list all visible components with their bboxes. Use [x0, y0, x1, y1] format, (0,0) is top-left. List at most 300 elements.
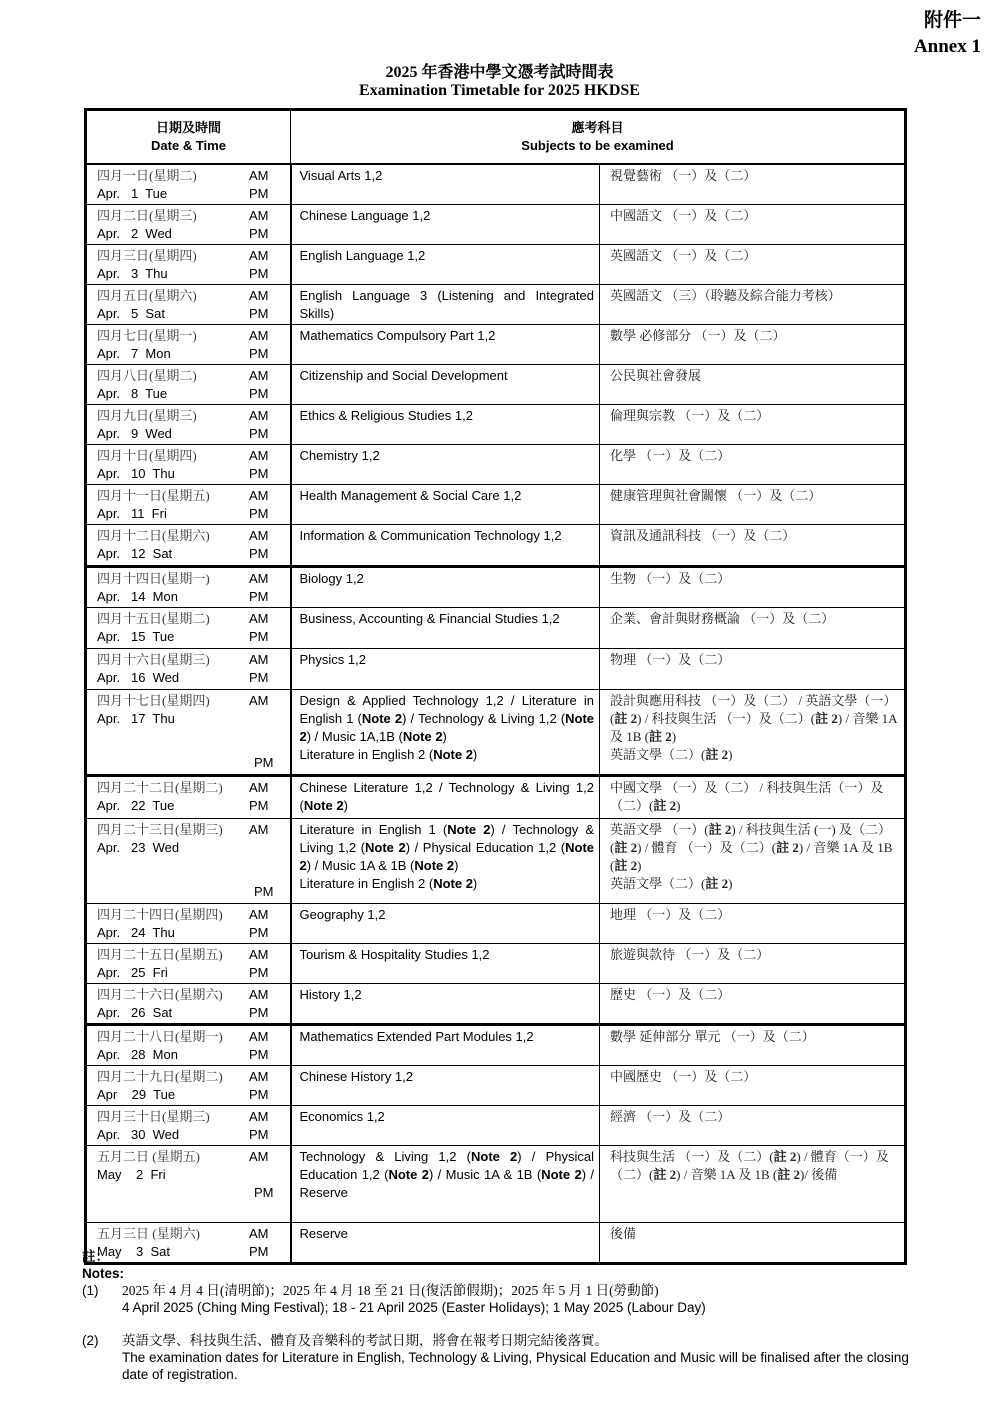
date-cell [86, 325, 291, 365]
note-ref: 註 2 [776, 840, 799, 855]
subject-zh: 英國語文 （三）（聆聽及綜合能力考核） [610, 288, 841, 303]
session-pm: PM [249, 386, 269, 401]
note-ref: 註 2 [653, 798, 677, 813]
table-row [86, 164, 906, 205]
date-cell [86, 1146, 291, 1223]
subject-en: Business, Accounting & Financial Studies 1,2 [299, 611, 560, 626]
date-cell [86, 819, 291, 904]
table-row [86, 405, 906, 445]
session-pm: PM [249, 1087, 269, 1102]
date-en: Apr. 24 Thu [97, 925, 175, 940]
date-en: Apr. 22 Tue [97, 798, 175, 813]
date-cell [86, 485, 291, 525]
header-subj-zh: 應考科目 [571, 120, 624, 135]
session-am: AM [249, 368, 269, 383]
subject-cell [291, 485, 600, 525]
subject-zh: ) / 體育（一）及（二）( [610, 1149, 889, 1182]
subject-zh-pm-line [610, 875, 899, 893]
subject-en: English Language 1,2 [299, 248, 426, 263]
session-am: AM [249, 987, 269, 1002]
session-pm: PM [249, 1244, 269, 1259]
subject-cell [291, 776, 600, 819]
subject-en: Reserve [299, 1226, 348, 1241]
date-cell [86, 608, 291, 649]
date-cell [86, 525, 291, 567]
subject-zh: 健康管理與社會關懷 （一）及（二） [610, 488, 822, 503]
subject-en: Technology & Living 1,2 ( [299, 1149, 471, 1164]
session-pm: PM [249, 546, 269, 561]
note-ref: 註 2 [653, 1167, 677, 1182]
subject-cell [291, 649, 600, 690]
subject-cell [291, 1146, 600, 1223]
header-date-en: Date & Time [151, 138, 226, 153]
session-pm: PM [249, 186, 269, 201]
subject-cell [291, 405, 600, 445]
session-pm: PM [249, 798, 269, 813]
date-zh: 四月十五日(星期二) [97, 611, 210, 626]
note-2-number: (2) [82, 1333, 99, 1348]
subject-en: Geography 1,2 [299, 907, 386, 922]
table-row [86, 819, 906, 904]
subject-en: Design & Applied Technology 1,2 / Literature in English 1 ( [299, 693, 594, 726]
session-pm: PM [249, 306, 269, 321]
subject-zh-cell [600, 245, 906, 285]
subject-zh: 數學 必修部分 （一）及（二） [610, 328, 786, 343]
table-row [86, 205, 906, 245]
subject-en: ) [343, 798, 348, 813]
date-en: Apr. 15 Tue [97, 629, 175, 644]
note-1-number: (1) [82, 1283, 99, 1298]
note-2-en: The examination dates for Literature in English, Technology & Living, Physical Education and Music will be finalised after the closing date of registration. [122, 1350, 909, 1382]
subject-zh-cell [600, 649, 906, 690]
subject-zh: 設計與應用科技 （一）及（二） / 英語文學（一）( [610, 693, 897, 726]
subject-cell [291, 904, 600, 944]
date-zh: 四月二日(星期三) [97, 208, 197, 223]
session-pm: PM [249, 266, 269, 281]
subject-zh-cell [600, 325, 906, 365]
date-zh: 四月十六日(星期三) [97, 652, 210, 667]
table-row [86, 445, 906, 485]
date-en: Apr. 26 Sat [97, 1005, 173, 1020]
date-cell [86, 245, 291, 285]
date-cell [86, 445, 291, 485]
note-ref: 註 2 [614, 858, 638, 873]
note-ref: 註 2 [614, 711, 638, 726]
subject-en: ) / Technology & Living 1,2 ( [402, 711, 566, 726]
timetable [84, 108, 907, 1265]
subject-zh-cell [600, 1106, 906, 1146]
note-ref: Note 2 [433, 747, 473, 762]
session-pm: PM [249, 589, 269, 604]
table-row [86, 567, 906, 608]
subject-zh-cell [600, 525, 906, 567]
subject-zh: ) [676, 798, 681, 813]
date-cell [86, 776, 291, 819]
subject-zh: ) [728, 747, 733, 762]
subject-en: ) / Music 1A & 1B ( [428, 1167, 542, 1182]
subject-cell [291, 819, 600, 904]
note-ref: Note 2 [414, 858, 455, 873]
note-ref: Note 2 [447, 822, 491, 837]
date-zh: 四月二十四日(星期四) [97, 907, 223, 922]
date-en: Apr. 25 Fri [97, 965, 168, 980]
date-cell [86, 405, 291, 445]
subject-en: Chemistry 1,2 [299, 448, 380, 463]
session-am: AM [249, 248, 269, 263]
date-zh: 四月二十二日(星期二) [97, 780, 223, 795]
date-cell [86, 365, 291, 405]
subject-en: ) [472, 876, 478, 891]
note-1 [82, 1282, 912, 1316]
subject-en: ) [442, 729, 447, 744]
date-zh: 四月十四日(星期一) [97, 571, 210, 586]
date-zh: 四月七日(星期一) [97, 328, 197, 343]
table-row [86, 1146, 906, 1223]
note-ref: Note 2 [303, 798, 344, 813]
subject-zh: 中國語文 （一）及（二） [610, 208, 757, 223]
subject-en: Mathematics Extended Part Modules 1,2 [299, 1029, 534, 1044]
notes-heading-zh: 註： [82, 1249, 109, 1264]
subject-zh: 倫理與宗教 （一）及（二） [610, 408, 770, 423]
subject-en: Literature in English 2 ( [299, 747, 434, 762]
note-ref: 註 2 [708, 822, 732, 837]
subject-en: Chinese Literature 1,2 / Technology & Living 1,2 ( [299, 780, 594, 813]
subject-en: Chinese History 1,2 [299, 1069, 413, 1084]
subject-cell [291, 525, 600, 567]
session-am: AM [249, 208, 269, 223]
subject-zh-cell [600, 445, 906, 485]
date-cell [86, 1106, 291, 1146]
subject-zh-pm-line [610, 746, 899, 764]
date-cell [86, 567, 291, 608]
note-1-zh: 2025 年 4 月 4 日(清明節)；2025 年 4 月 18 至 21 日(復活節假期)；2025 年 5 月 1 日(勞動節) [122, 1283, 659, 1298]
note-ref: 註 2 [614, 840, 638, 855]
subject-cell [291, 1025, 600, 1066]
note-ref: 註 2 [705, 747, 729, 762]
subject-zh-cell [600, 819, 906, 904]
date-cell [86, 205, 291, 245]
subject-zh: ) / 體育 （一）及（二）( [637, 840, 777, 855]
table-row [86, 608, 906, 649]
note-ref: Note 2 [388, 1167, 429, 1182]
date-en: Apr. 10 Thu [97, 466, 175, 481]
note-ref: 註 2 [773, 1149, 797, 1164]
note-ref: Note 2 [471, 1149, 518, 1164]
session-am: AM [249, 488, 269, 503]
subject-zh-cell [600, 690, 906, 776]
title-en: Examination Timetable for 2025 HKDSE [359, 82, 640, 99]
subject-zh-cell [600, 205, 906, 245]
date-en: Apr. 1 Tue [97, 186, 168, 201]
subject-zh: ) / 科技與生活 (一) 及（二）( [610, 822, 891, 855]
date-en: Apr. 2 Wed [97, 226, 172, 241]
date-zh: 四月十二日(星期六) [97, 528, 210, 543]
subject-en: ) / Technology & Living 1,2 ( [299, 822, 594, 855]
subject-zh-cell [600, 608, 906, 649]
subject-pm-line [300, 875, 595, 893]
date-en: Apr. 3 Thu [97, 266, 168, 281]
date-cell [86, 285, 291, 325]
note-ref: 註 2 [705, 876, 729, 891]
subject-pm-line [300, 746, 595, 764]
subject-cell [291, 984, 600, 1025]
note-ref: 註 2 [777, 1167, 800, 1182]
table-row [86, 1025, 906, 1066]
note-ref: Note 2 [365, 840, 406, 855]
subject-en: English Language 3 (Listening and Integrated Skills) [299, 288, 594, 321]
session-am: AM [249, 611, 269, 626]
header-subj-en: Subjects to be examined [521, 138, 674, 153]
subject-zh: ) / 科技與生活 （一）及（二）( [637, 711, 816, 726]
session-am: AM [249, 1069, 269, 1084]
note-ref: 註 2 [815, 711, 838, 726]
subject-zh-cell [600, 1146, 906, 1223]
date-en: Apr. 30 Wed [97, 1127, 180, 1142]
subject-zh: 物理 （一）及（二） [610, 652, 731, 667]
date-zh: 四月三日(星期四) [97, 248, 197, 263]
date-zh: 四月十一日(星期五) [97, 488, 210, 503]
date-zh: 五月二日 (星期五) [97, 1149, 200, 1164]
subject-zh-cell [600, 776, 906, 819]
table-row [86, 1066, 906, 1106]
session-pm: PM [249, 965, 269, 980]
session-pm: PM [249, 670, 269, 685]
session-pm: PM [249, 226, 269, 241]
subject-zh: ) / 音樂 1A 及 1B ( [610, 711, 897, 744]
session-am: AM [249, 1109, 269, 1124]
session-pm: PM [254, 1185, 274, 1200]
session-am: AM [249, 528, 269, 543]
subject-zh: 中國歷史 （一）及（二） [610, 1069, 757, 1084]
subject-en: ) [454, 858, 459, 873]
subject-en: Tourism & Hospitality Studies 1,2 [299, 947, 490, 962]
table-row [86, 365, 906, 405]
date-cell [86, 690, 291, 776]
subject-zh: 英語文學（二）( [610, 876, 706, 891]
session-am: AM [249, 288, 269, 303]
session-pm: PM [249, 1005, 269, 1020]
session-pm: PM [254, 884, 274, 899]
date-cell [86, 984, 291, 1025]
date-zh: 四月二十八日(星期一) [97, 1029, 223, 1044]
subject-zh: 資訊及通訊科技 （一）及（二） [610, 528, 796, 543]
subject-zh: 數學 延伸部分 單元 （一）及（二） [610, 1029, 815, 1044]
note-2 [82, 1332, 912, 1383]
notes-heading-en: Notes: [82, 1266, 125, 1281]
page-title [0, 64, 999, 100]
subject-en: Ethics & Religious Studies 1,2 [299, 408, 473, 423]
table-row [86, 245, 906, 285]
date-zh: 四月三十日(星期三) [97, 1109, 210, 1124]
subject-en: Physics 1,2 [299, 652, 366, 667]
date-zh: 四月二十三日(星期三) [97, 822, 223, 837]
session-pm: PM [254, 755, 274, 770]
subject-en: History 1,2 [299, 987, 362, 1002]
subject-en: Information & Communication Technology 1,2 [299, 528, 562, 543]
subject-zh: 企業、會計與財務概論 （一）及（二） [610, 611, 835, 626]
subject-cell [291, 325, 600, 365]
date-cell [86, 1066, 291, 1106]
date-en: May 3 Sat [97, 1244, 170, 1259]
subject-zh-cell [600, 1025, 906, 1066]
date-cell [86, 1025, 291, 1066]
date-zh: 四月二十九日(星期二) [97, 1069, 223, 1084]
subject-zh: 後備 [610, 1226, 637, 1241]
subject-zh-cell [600, 944, 906, 984]
table-row [86, 944, 906, 984]
session-am: AM [249, 1029, 269, 1044]
subject-zh: 英語文學（二）( [610, 747, 706, 762]
date-en: Apr. 11 Fri [97, 506, 167, 521]
table-header [86, 110, 906, 165]
subject-zh: 英國語文 （一）及（二） [610, 248, 757, 263]
date-cell [86, 164, 291, 205]
header-subjects [291, 110, 906, 165]
subject-cell [291, 245, 600, 285]
session-am: AM [249, 780, 269, 795]
subject-cell [291, 567, 600, 608]
subject-zh: 中國文學 （一）及（二） / 科技與生活（一）及（二）( [610, 780, 884, 813]
session-pm: PM [249, 426, 269, 441]
subject-en: ) [472, 747, 478, 762]
note-ref: Note 2 [402, 729, 443, 744]
date-zh: 四月五日(星期六) [97, 288, 197, 303]
subject-zh: 經濟 （一）及（二） [610, 1109, 731, 1124]
subject-zh: ) / 音樂 1A 及 1B ( [610, 840, 893, 873]
session-pm: PM [249, 629, 269, 644]
note-ref: Note 2 [299, 711, 595, 744]
subject-en: ) / Physical Education 1,2 ( [299, 1149, 594, 1182]
note-ref: Note 2 [361, 711, 403, 726]
date-cell [86, 944, 291, 984]
session-pm: PM [249, 466, 269, 481]
session-am: AM [249, 822, 269, 837]
subject-zh-cell [600, 365, 906, 405]
subject-zh-cell [600, 984, 906, 1025]
subject-cell [291, 1106, 600, 1146]
subject-cell [291, 1066, 600, 1106]
header-date-zh: 日期及時間 [155, 120, 221, 135]
table-row [86, 904, 906, 944]
table-row [86, 485, 906, 525]
subject-en: ) / Physical Education 1,2 ( [405, 840, 566, 855]
subject-en: Literature in English 1 ( [299, 822, 448, 837]
subject-zh: 科技與生活 （一）及（二）( [610, 1149, 774, 1164]
subject-zh: 旅遊與款待 （一）及（二） [610, 947, 770, 962]
subject-zh: 化學 （一）及（二） [610, 448, 731, 463]
table-row [86, 776, 906, 819]
date-en: Apr. 14 Mon [97, 589, 178, 604]
session-am: AM [249, 571, 269, 586]
table-row [86, 325, 906, 365]
subject-en: Economics 1,2 [299, 1109, 385, 1124]
subject-zh: ) [637, 858, 642, 873]
session-am: AM [249, 1226, 269, 1241]
subject-cell [291, 608, 600, 649]
notes-section [82, 1248, 912, 1383]
date-en: Apr. 9 Wed [97, 426, 172, 441]
session-pm: PM [249, 925, 269, 940]
subject-zh: 地理 （一）及（二） [610, 907, 731, 922]
date-en: Apr. 8 Tue [97, 386, 168, 401]
subject-zh: )/ 後備 [800, 1167, 838, 1182]
session-pm: PM [249, 506, 269, 521]
date-en: Apr. 23 Wed [97, 840, 180, 855]
subject-cell [291, 164, 600, 205]
note-1-en: 4 April 2025 (Ching Ming Festival); 18 - 21 April 2025 (Easter Holidays); 1 May 2025 (Labour Day) [122, 1300, 706, 1315]
date-zh: 四月八日(星期二) [97, 368, 197, 383]
subject-zh: ) [728, 876, 733, 891]
session-am: AM [249, 168, 269, 183]
subject-zh: 生物 （一）及（二） [610, 571, 731, 586]
date-en: Apr 29 Tue [97, 1087, 176, 1102]
note-ref: Note 2 [299, 840, 594, 873]
subject-zh-cell [600, 567, 906, 608]
subject-cell [291, 285, 600, 325]
session-am: AM [249, 947, 269, 962]
date-en: Apr. 16 Wed [97, 670, 180, 685]
annex-en: Annex 1 [913, 36, 981, 57]
subject-zh-cell [600, 485, 906, 525]
date-zh: 五月三日 (星期六) [97, 1226, 200, 1241]
annex-label [914, 8, 981, 60]
subject-zh: 視覺藝術 （一）及（二） [610, 168, 757, 183]
subject-en: Health Management & Social Care 1,2 [299, 488, 522, 503]
subject-en: Literature in English 2 ( [299, 876, 434, 891]
title-zh: 2025 年香港中學文憑考試時間表 [385, 64, 614, 81]
subject-en: Chinese Language 1,2 [299, 208, 431, 223]
date-en: Apr. 12 Sat [97, 546, 173, 561]
date-cell [86, 649, 291, 690]
header-date [86, 110, 291, 165]
subject-zh: 歷史 （一）及（二） [610, 987, 731, 1002]
subject-en: Mathematics Compulsory Part 1,2 [299, 328, 496, 343]
table-row [86, 1106, 906, 1146]
subject-cell [291, 205, 600, 245]
date-en: Apr. 7 Mon [97, 346, 171, 361]
subject-zh: 公民與社會發展 [610, 368, 702, 383]
date-zh: 四月二十六日(星期六) [97, 987, 223, 1002]
session-am: AM [249, 693, 269, 708]
date-zh: 四月二十五日(星期五) [97, 947, 223, 962]
date-en: Apr. 5 Sat [97, 306, 165, 321]
table-row [86, 649, 906, 690]
date-zh: 四月九日(星期三) [97, 408, 197, 423]
session-am: AM [249, 408, 269, 423]
table-row [86, 285, 906, 325]
note-ref: Note 2 [433, 876, 473, 891]
session-am: AM [249, 1149, 269, 1164]
subject-en: ) / Music 1A,1B ( [306, 729, 403, 744]
subject-cell [291, 690, 600, 776]
date-zh: 四月一日(星期二) [97, 168, 197, 183]
note-ref: Note 2 [541, 1167, 582, 1182]
subject-cell [291, 365, 600, 405]
subject-zh: 英語文學 （一）( [610, 822, 709, 837]
subject-en: ) / Music 1A & 1B ( [306, 858, 415, 873]
session-am: AM [249, 652, 269, 667]
subject-en: Visual Arts 1,2 [299, 168, 383, 183]
subject-en: Citizenship and Social Development [299, 368, 508, 383]
session-am: AM [249, 448, 269, 463]
table-row [86, 690, 906, 776]
subject-zh: ) / 音樂 1A 及 1B ( [676, 1167, 778, 1182]
subject-en: ) / Reserve [299, 1167, 595, 1200]
date-zh: 四月十七日(星期四) [97, 693, 210, 708]
subject-zh-cell [600, 904, 906, 944]
session-pm: PM [249, 1127, 269, 1142]
note-ref: 註 2 [649, 729, 672, 744]
